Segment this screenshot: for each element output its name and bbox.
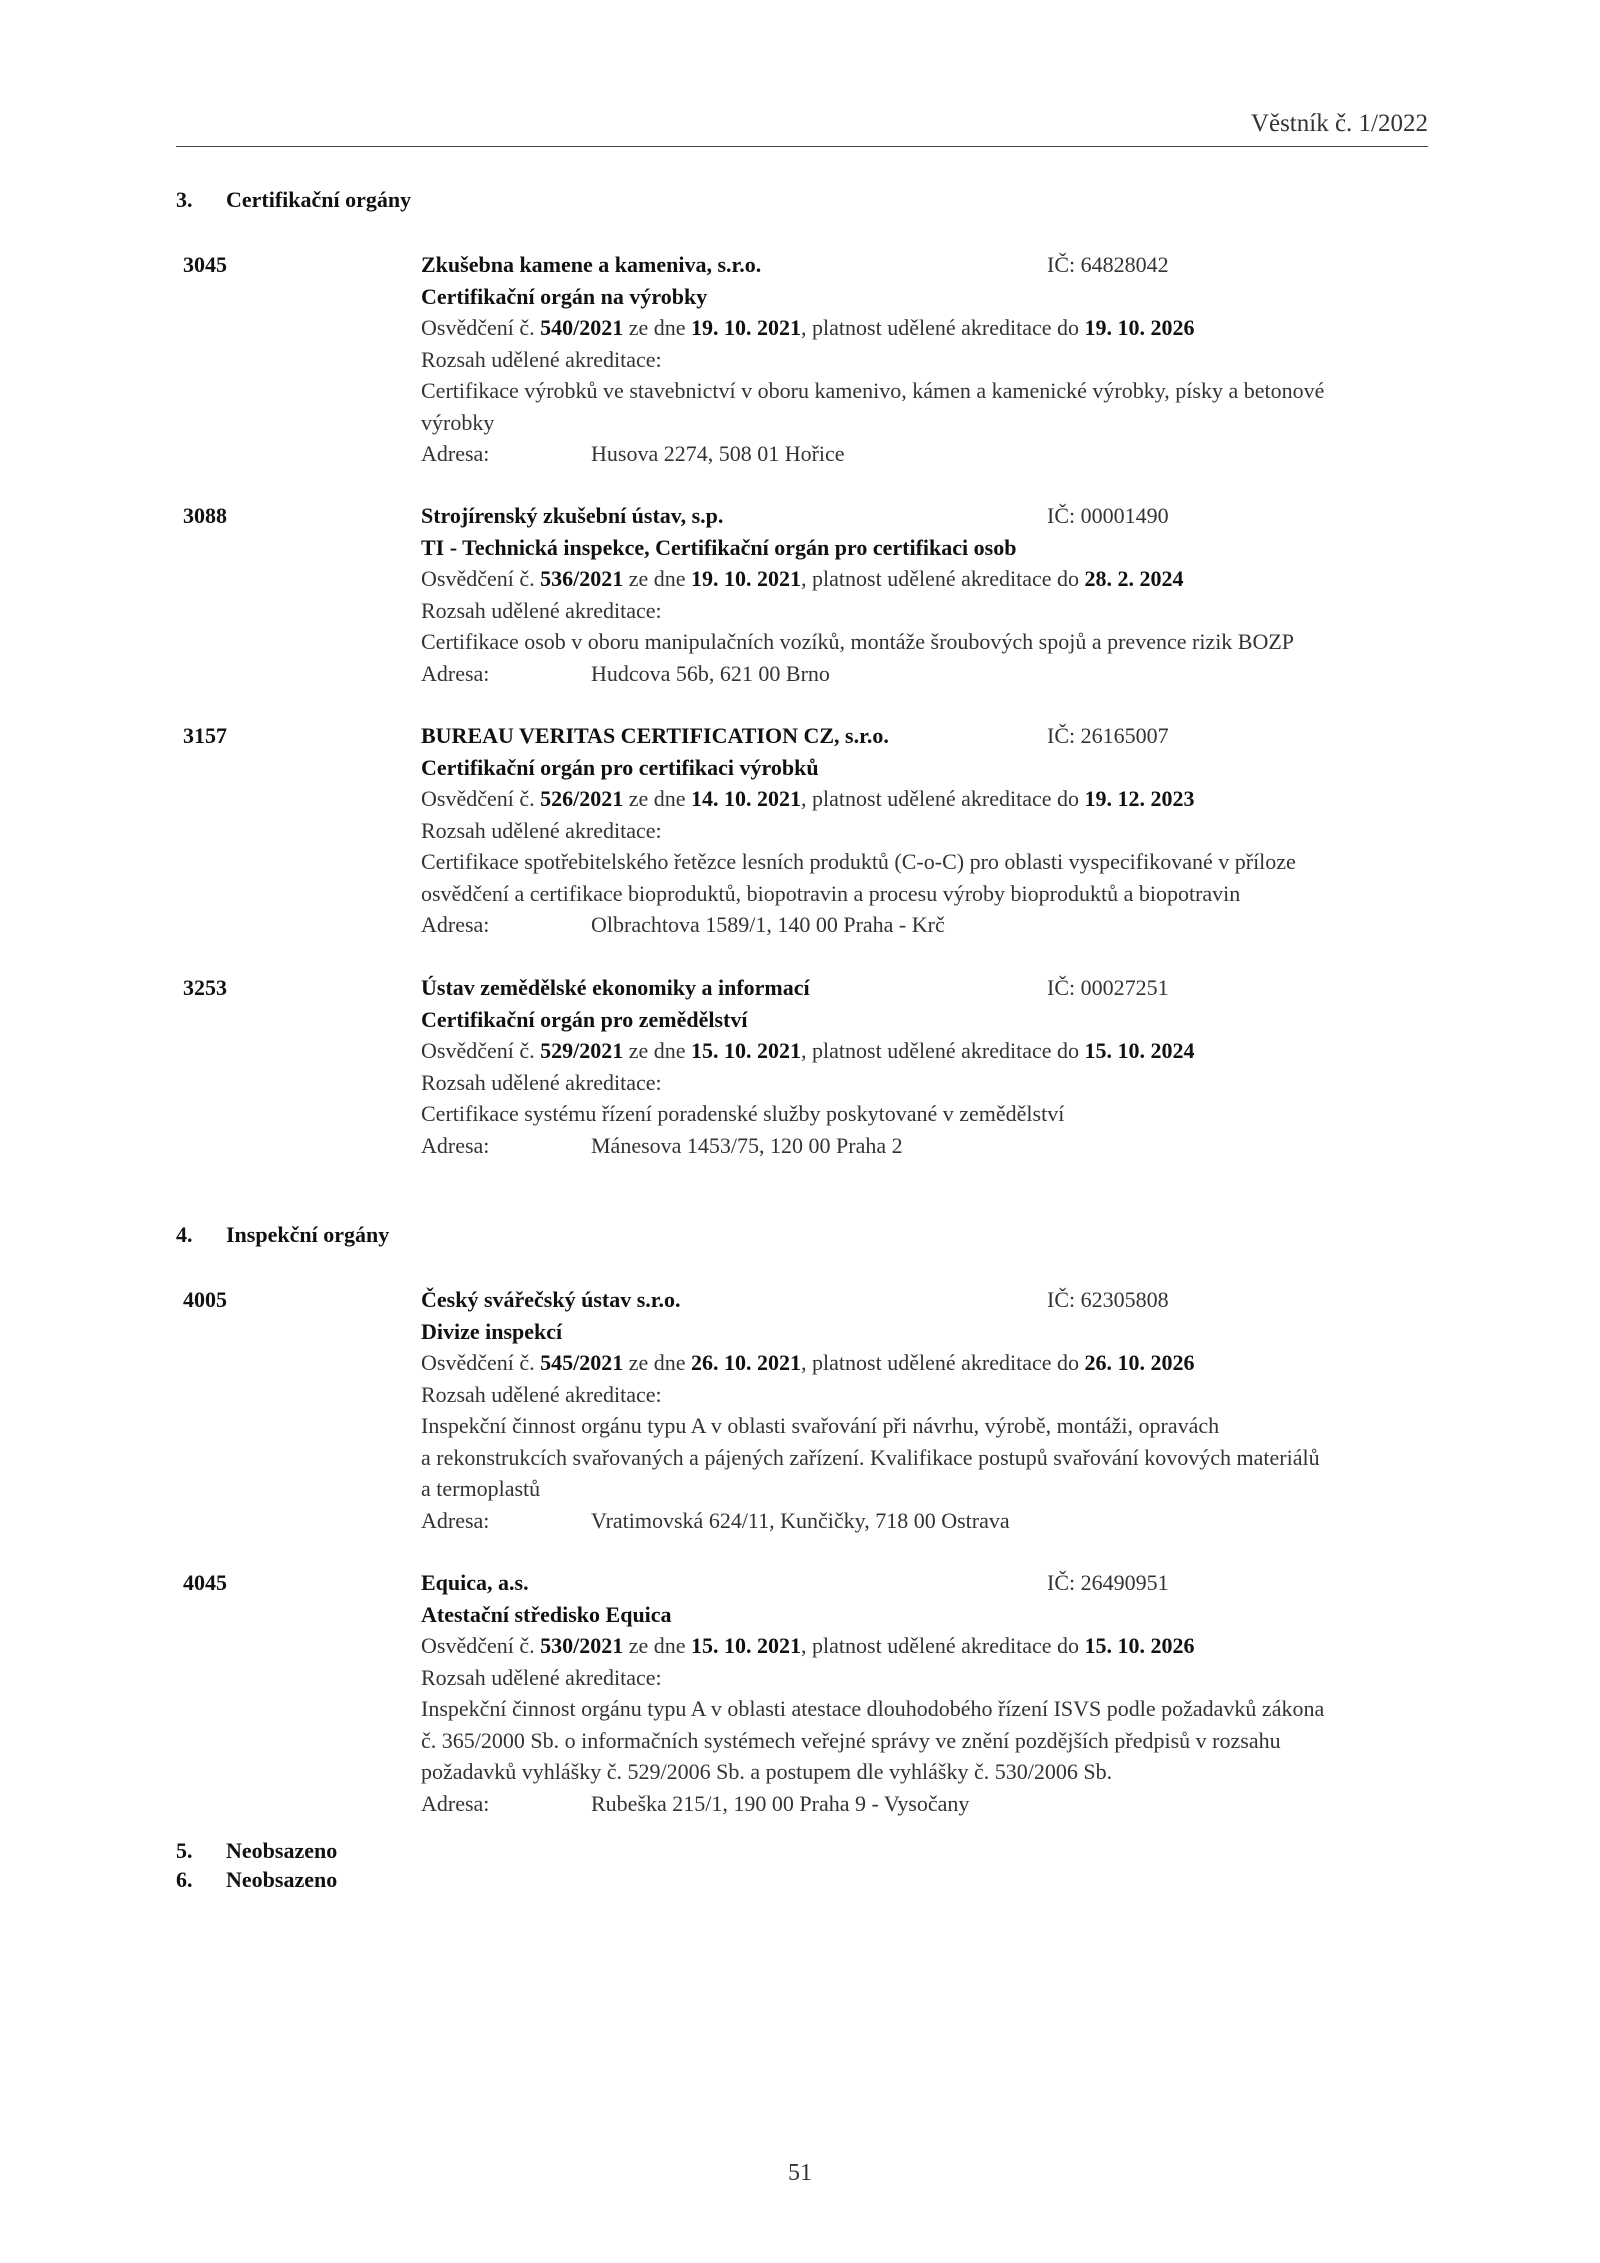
section-title: Neobsazeno [226, 1867, 338, 1892]
page-number: 51 [788, 2160, 812, 2186]
address-value: Hudcova 56b, 621 00 Brno [591, 660, 830, 686]
certificate-line: Osvědčení č. 529/2021 ze dne 15. 10. 2021, platnost udělené akreditace do 15. 10. 2024 [421, 1038, 1195, 1063]
address-value: Husova 2274, 508 01 Hořice [591, 441, 845, 466]
organization-unit: Certifikační orgán pro certifikaci výrobků [421, 754, 819, 780]
address-value: Mánesova 1453/75, 120 00 Praha 2 [591, 1132, 903, 1158]
address-label: Adresa: [421, 1790, 490, 1816]
accreditation-entry [183, 972, 1428, 1161]
organization-unit: TI - Technická inspekce, Certifikační orgán pro certifikaci osob [421, 534, 1017, 560]
certificate-line: Osvědčení č. 540/2021 ze dne 19. 10. 2021, platnost udělené akreditace do 19. 10. 2026 [421, 315, 1195, 340]
section-number: 4. [176, 1222, 193, 1247]
scope-label: Rozsah udělené akreditace: [421, 346, 662, 372]
ic-number: IČ: 26490951 [1047, 1570, 1169, 1595]
organization-name: BUREAU VERITAS CERTIFICATION CZ, s.r.o. [421, 723, 889, 748]
scope-line: a termoplastů [421, 1476, 541, 1501]
organization-name: Český svářečský ústav s.r.o. [421, 1287, 681, 1312]
organization-name: Strojírenský zkušební ústav, s.p. [421, 503, 724, 528]
ic-number: IČ: 00027251 [1047, 975, 1169, 1000]
address-row [421, 1788, 1421, 1820]
scope-line: požadavků vyhlášky č. 529/2006 Sb. a postupem dle vyhlášky č. 530/2006 Sb. [421, 1759, 1113, 1784]
section-number: 5. [176, 1838, 193, 1863]
address-row [421, 909, 1421, 941]
address-value: Rubeška 215/1, 190 00 Praha 9 - Vysočany [591, 1790, 970, 1816]
address-label: Adresa: [421, 441, 490, 466]
scope-line: Inspekční činnost orgánu typu A v oblasti atestace dlouhodobého řízení ISVS podle požadavků zákona [421, 1696, 1325, 1721]
ic-number: IČ: 62305808 [1047, 1287, 1169, 1312]
organization-unit: Atestační středisko Equica [421, 1601, 672, 1627]
organization-name: Equica, a.s. [421, 1570, 529, 1595]
certificate-line: Osvědčení č. 530/2021 ze dne 15. 10. 2021, platnost udělené akreditace do 15. 10. 2026 [421, 1633, 1195, 1658]
entry-code: 3045 [183, 252, 227, 277]
section-title: Certifikační orgány [226, 187, 412, 212]
certificate-line: Osvědčení č. 526/2021 ze dne 14. 10. 2021, platnost udělené akreditace do 19. 12. 2023 [421, 786, 1195, 811]
scope-label: Rozsah udělené akreditace: [421, 817, 662, 843]
scope-line: osvědčení a certifikace bioproduktů, biopotravin a procesu výroby bioproduktů a biopotravin [421, 880, 1241, 906]
organization-name: Ústav zemědělské ekonomiky a informací [421, 975, 810, 1000]
section-number: 3. [176, 187, 193, 212]
address-row [421, 438, 1421, 470]
accreditation-entry [183, 1284, 1428, 1536]
certificate-line: Osvědčení č. 536/2021 ze dne 19. 10. 2021, platnost udělené akreditace do 28. 2. 2024 [421, 566, 1184, 591]
section-title: Neobsazeno [226, 1838, 338, 1863]
scope-label: Rozsah udělené akreditace: [421, 1069, 662, 1095]
organization-unit: Divize inspekcí [421, 1318, 563, 1344]
scope-line: Inspekční činnost orgánu typu A v oblasti svařování při návrhu, výrobě, montáži, opravách [421, 1413, 1220, 1438]
organization-name: Zkušebna kamene a kameniva, s.r.o. [421, 252, 762, 277]
section-heading-6 [176, 1867, 337, 1893]
entry-code: 3088 [183, 503, 227, 528]
scope-line: Certifikace osob v oboru manipulačních vozíků, montáže šroubových spojů a prevence rizik BOZP [421, 629, 1295, 654]
section-title: Inspekční orgány [226, 1222, 390, 1247]
accreditation-entry [183, 720, 1428, 941]
scope-label: Rozsah udělené akreditace: [421, 1381, 662, 1407]
scope-line: Certifikace spotřebitelského řetězce lesních produktů (C-o-C) pro oblasti vyspecifikované v příloze [421, 849, 1296, 874]
address-label: Adresa: [421, 660, 490, 686]
address-row [421, 658, 1421, 690]
scope-line: č. 365/2000 Sb. o informačních systémech veřejné správy ve znění pozdějších předpisů v rozsahu [421, 1727, 1281, 1753]
section-number: 6. [176, 1867, 193, 1892]
entry-code: 3157 [183, 723, 227, 748]
address-value: Olbrachtova 1589/1, 140 00 Praha - Krč [591, 912, 945, 937]
scope-line: a rekonstrukcích svařovaných a pájených zařízení. Kvalifikace postupů svařování kovových materiálů [421, 1444, 1320, 1470]
certificate-line: Osvědčení č. 545/2021 ze dne 26. 10. 2021, platnost udělené akreditace do 26. 10. 2026 [421, 1350, 1195, 1375]
ic-number: IČ: 00001490 [1047, 503, 1169, 528]
accreditation-entry [183, 249, 1428, 470]
organization-unit: Certifikační orgán pro zemědělství [421, 1006, 748, 1032]
scope-line: Certifikace systému řízení poradenské služby poskytované v zemědělství [421, 1101, 1065, 1126]
address-row [421, 1130, 1421, 1162]
section-heading-4 [176, 1222, 389, 1248]
accreditation-entry [183, 500, 1428, 689]
scope-label: Rozsah udělené akreditace: [421, 1664, 662, 1690]
scope-line: Certifikace výrobků ve stavebnictví v oboru kamenivo, kámen a kamenické výrobky, písky a betonové [421, 378, 1325, 403]
entry-code: 3253 [183, 975, 227, 1000]
address-label: Adresa: [421, 1507, 490, 1533]
ic-number: IČ: 64828042 [1047, 252, 1169, 277]
address-label: Adresa: [421, 912, 490, 937]
entry-code: 4045 [183, 1570, 227, 1595]
organization-unit: Certifikační orgán na výrobky [421, 283, 708, 309]
section-heading-5 [176, 1838, 337, 1864]
address-value: Vratimovská 624/11, Kunčičky, 718 00 Ostrava [591, 1507, 1010, 1533]
running-header: Věstník č. 1/2022 [176, 110, 1428, 147]
address-row [421, 1505, 1421, 1537]
accreditation-entry [183, 1567, 1428, 1819]
section-heading-3 [176, 187, 411, 213]
address-label: Adresa: [421, 1132, 490, 1158]
entry-code: 4005 [183, 1287, 227, 1312]
ic-number: IČ: 26165007 [1047, 723, 1169, 748]
scope-label: Rozsah udělené akreditace: [421, 597, 662, 623]
scope-line: výrobky [421, 409, 495, 435]
